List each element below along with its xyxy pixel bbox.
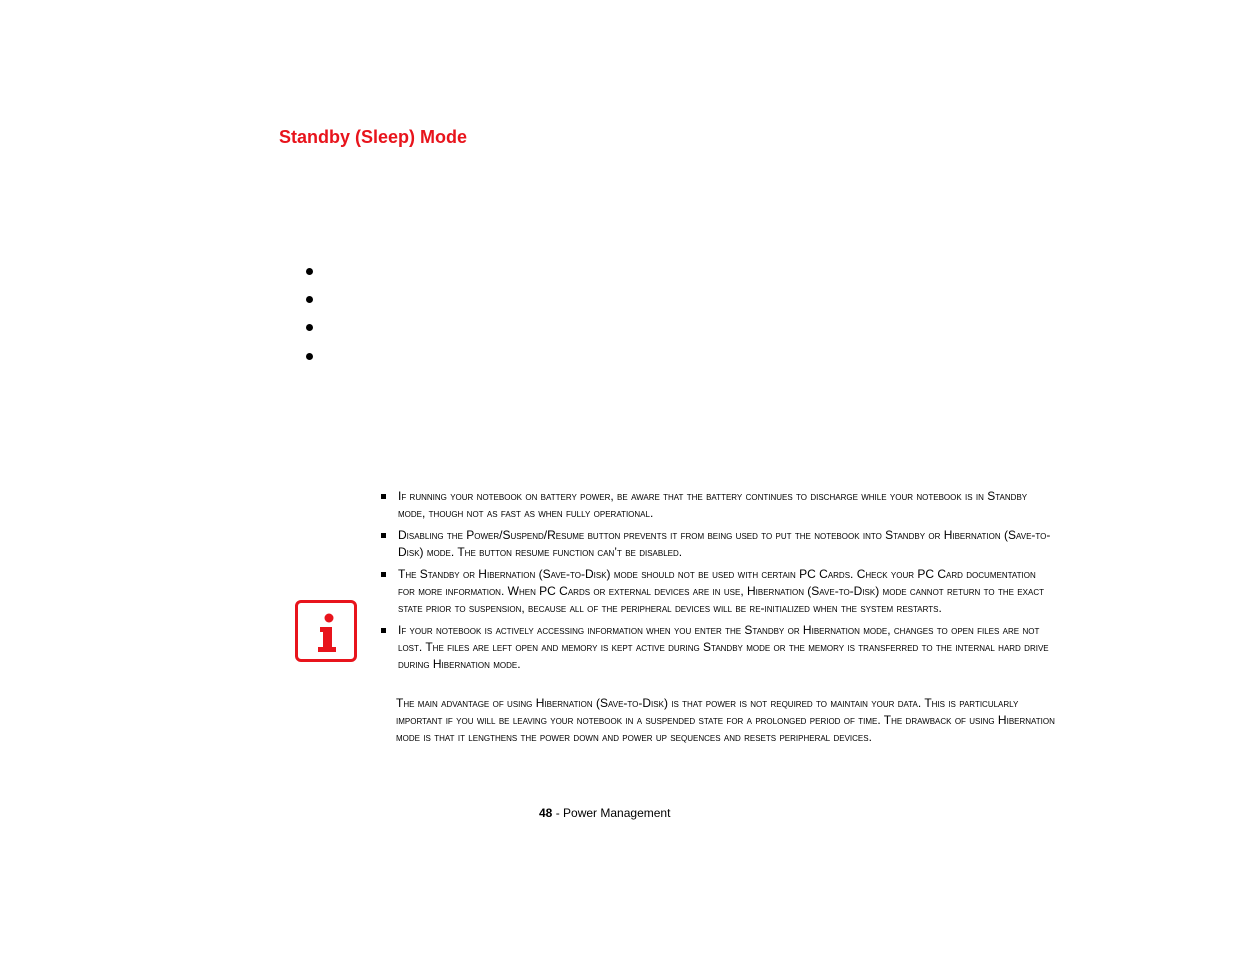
note-text: If running your notebook on battery power, be aware that the battery continues to discharge while your notebook is in Standby mode, though not as fast as when fully operational. bbox=[398, 489, 1028, 520]
note-item bbox=[380, 488, 1055, 522]
square-bullet-icon bbox=[381, 533, 386, 538]
empty-bullet bbox=[306, 268, 313, 275]
note-item bbox=[380, 566, 1055, 617]
note-text: Disabling the Power/Suspend/Resume button prevents it from being used to put the notebook into Standby or Hibernation (Save-to-Disk) mode. The button resume function can’t be disabled. bbox=[398, 528, 1051, 559]
empty-bullet bbox=[306, 296, 313, 303]
note-item bbox=[380, 622, 1055, 673]
info-icon bbox=[295, 600, 357, 662]
square-bullet-icon bbox=[381, 572, 386, 577]
note-item bbox=[380, 527, 1055, 561]
footer-section: Power Management bbox=[563, 806, 671, 820]
square-bullet-icon bbox=[381, 628, 386, 633]
note-text: The Standby or Hibernation (Save-to-Disk) mode should not be used with certain PC Cards. Check your PC Card documentation for more information. When PC Cards or external devices are in use, Hibernation (Save-to-Disk) mode cannot return to the exact state prior to suspension, because all of the peripheral devices will be re-initialized when the system restarts. bbox=[398, 567, 1044, 615]
note-paragraph: The main advantage of using Hibernation (Save-to-Disk) is that power is not required to maintain your data. This is particularly important if you will be leaving your notebook in a suspended state for a prolonged period of time. The drawback of using Hibernation mode is that it lengthens the power down and power up sequences and resets peripheral devices. bbox=[396, 696, 1055, 744]
section-heading: Standby (Sleep) Mode bbox=[279, 127, 468, 147]
page-number: 48 bbox=[539, 806, 553, 820]
note-text: If your notebook is actively accessing information when you enter the Standby or Hibernation mode, changes to open files are not lost. The files are left open and memory is kept active during Standby mode or the memory is transferred to the internal hard drive during Hibernation mode. bbox=[398, 623, 1049, 671]
notes-list bbox=[380, 488, 1055, 678]
footer-separator: - bbox=[552, 806, 564, 820]
empty-bullet bbox=[306, 324, 313, 331]
empty-bullet bbox=[306, 353, 313, 360]
square-bullet-icon bbox=[381, 494, 386, 499]
page-footer bbox=[539, 806, 670, 820]
